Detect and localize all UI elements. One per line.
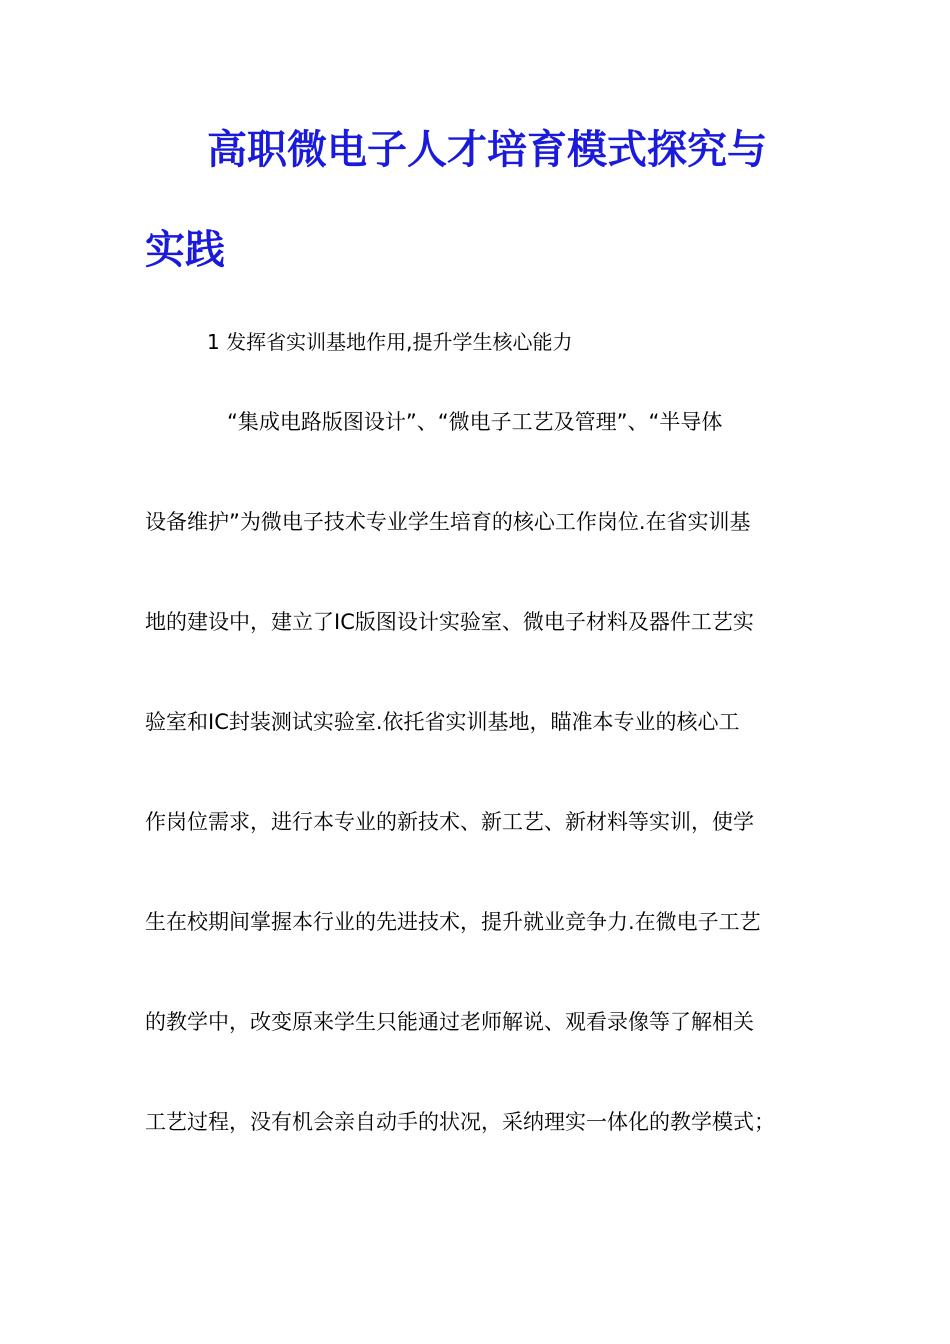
paragraph-line-2: 设备维护”为微电子技术专业学生培育的核心工作岗位.在省实训基 <box>145 510 751 534</box>
paragraph-line-6: 生在校期间掌握本行业的先进技术，提升就业竞争力.在微电子工艺 <box>145 910 761 934</box>
paragraph-line-8: 工艺过程，没有机会亲自动手的状况，采纳理实一体化的教学模式； <box>145 1110 775 1134</box>
paragraph-line-1: “集成电路版图设计”、“微电子工艺及管理”、“半导体 <box>227 410 723 434</box>
paragraph-line-3: 地的建设中，建立了IC版图设计实验室、微电子材料及器件工艺实 <box>145 610 754 634</box>
paragraph-line-5: 作岗位需求，进行本专业的新技术、新工艺、新材料等实训，使学 <box>145 810 754 834</box>
paragraph-line-4: 验室和IC封装测试实验室.依托省实训基地，瞄准本专业的核心工 <box>145 710 740 734</box>
document-title-line-1: 高职微电子人才培育模式探究与 <box>207 126 767 173</box>
document-title-line-2: 实践 <box>145 226 225 273</box>
paragraph-line-7: 的教学中，改变原来学生只能通过老师解说、观看录像等了解相关 <box>145 1010 754 1034</box>
section-heading: 1 发挥省实训基地作用,提升学生核心能力 <box>207 330 573 354</box>
